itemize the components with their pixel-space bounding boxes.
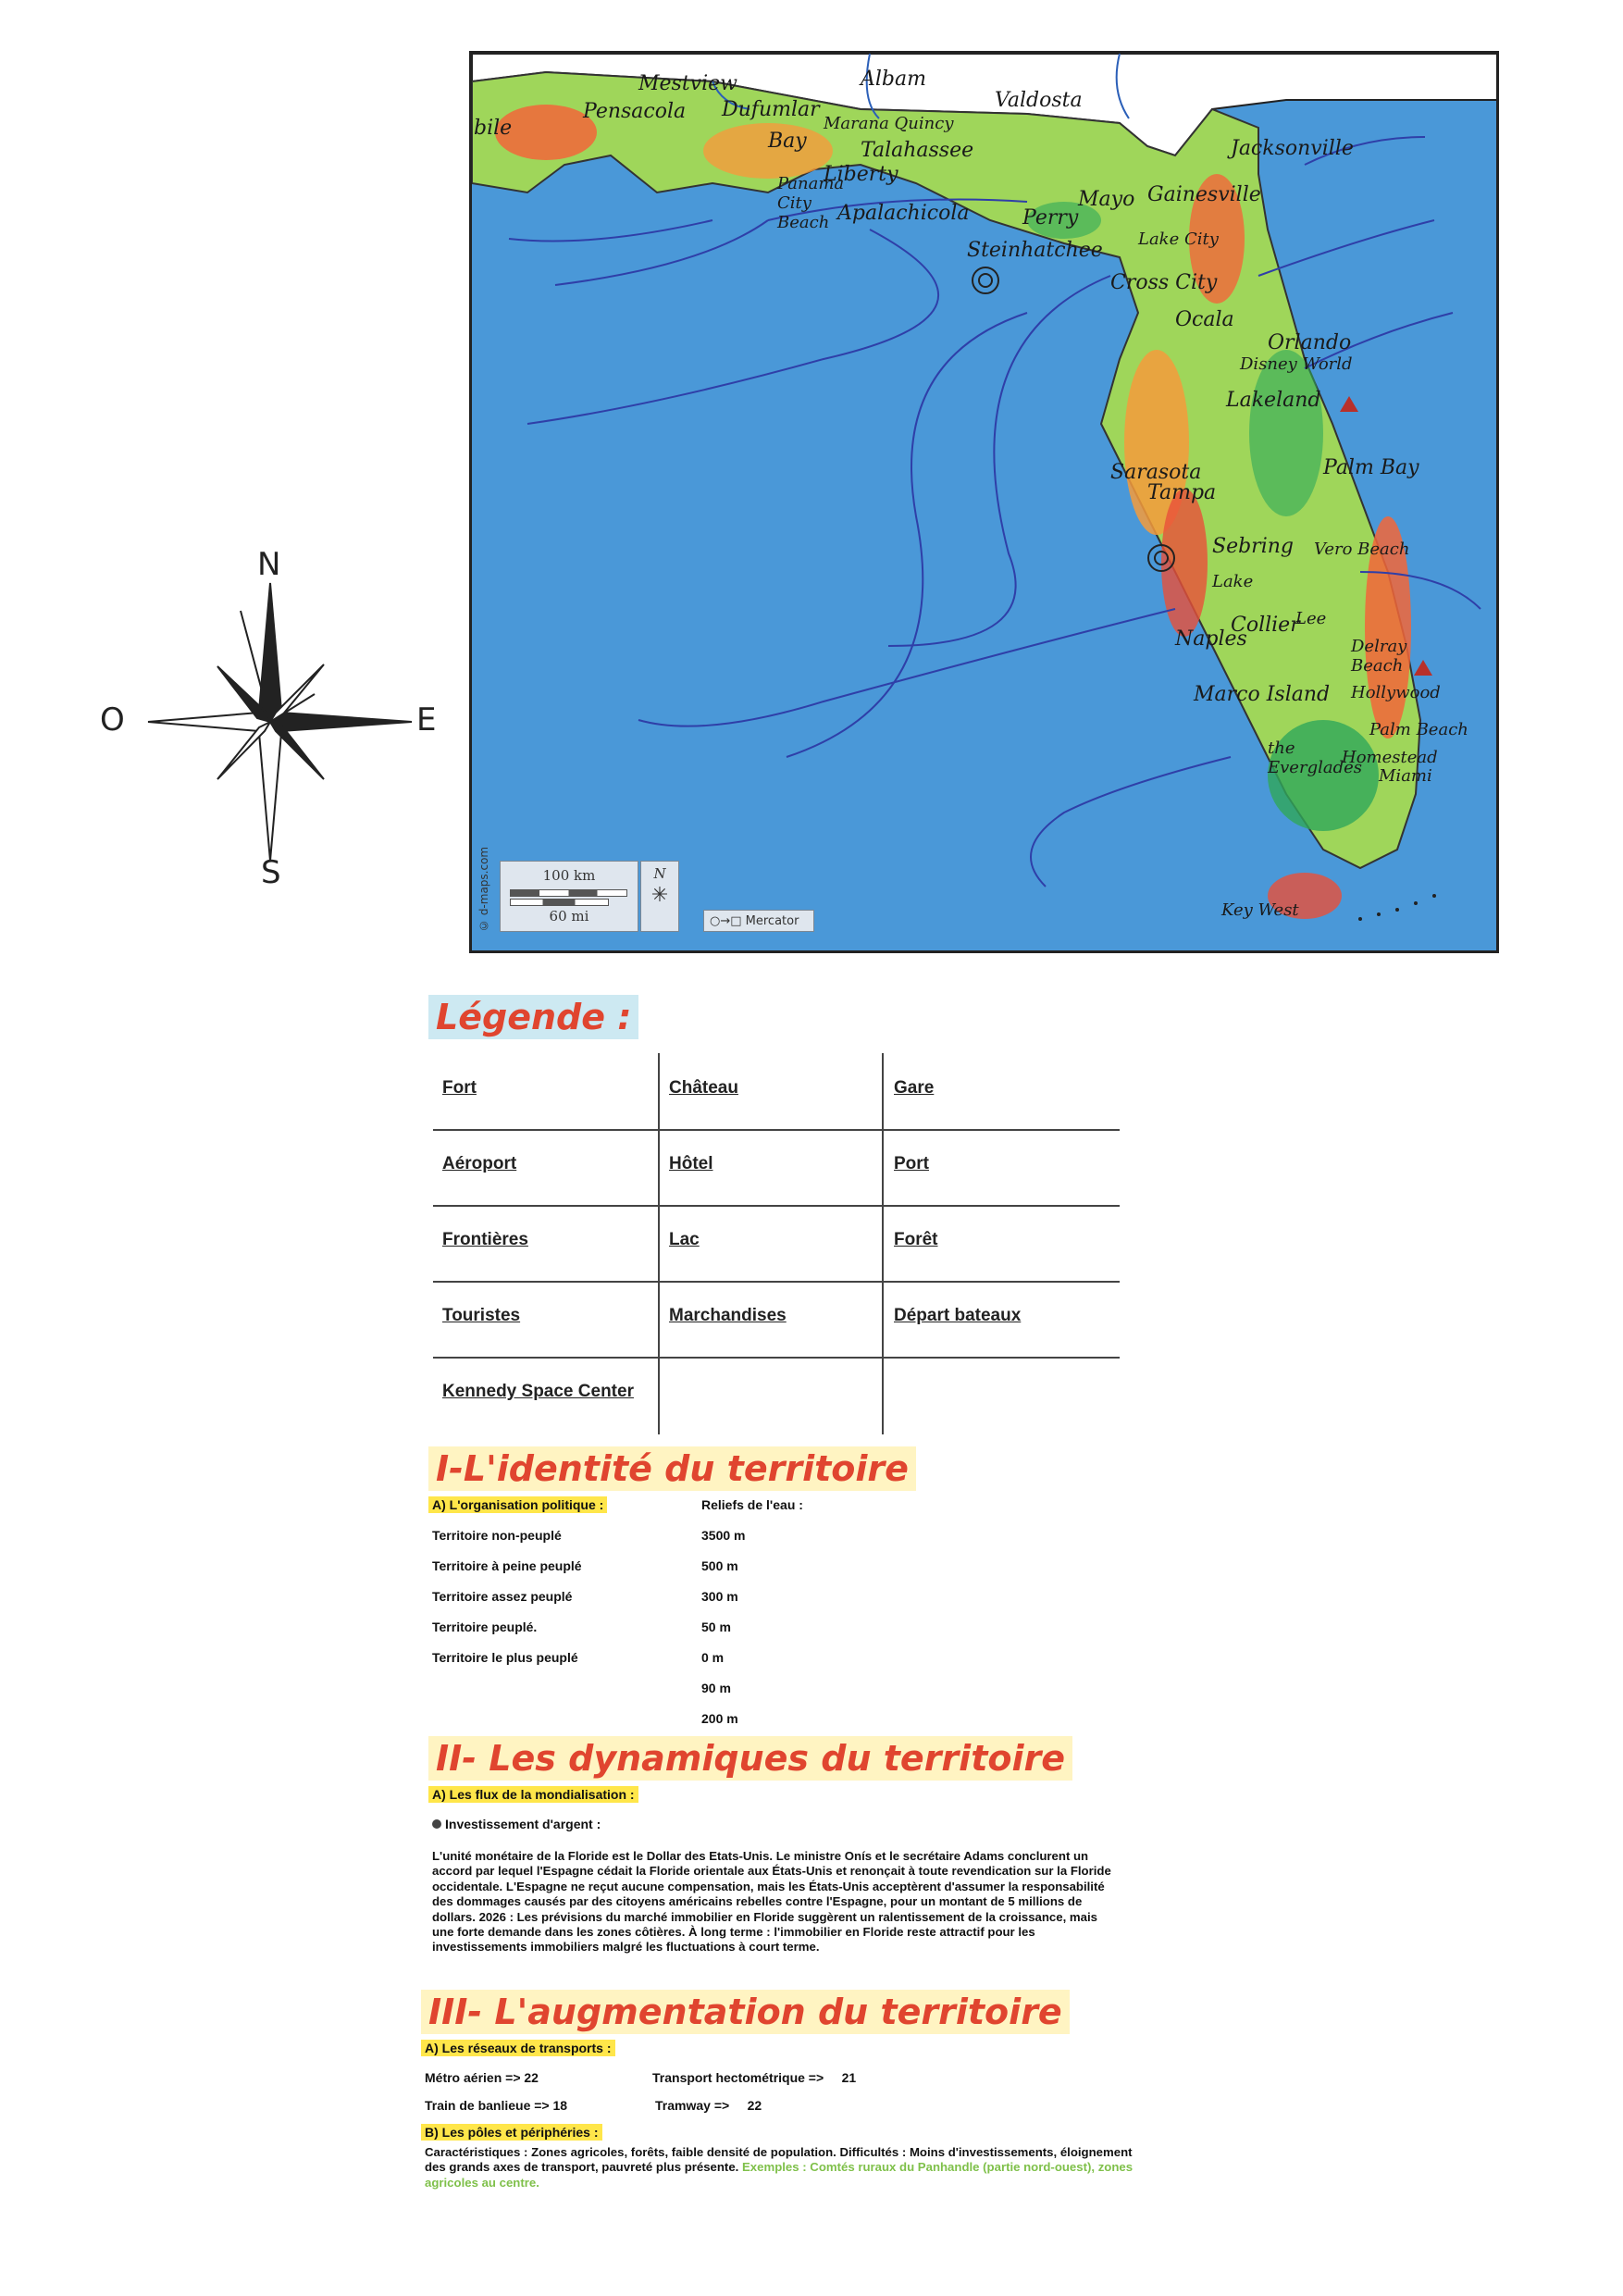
city-label: Dufumlar (722, 98, 820, 121)
city-label: Miami (1379, 766, 1432, 786)
relief-item: 50 m (701, 1620, 731, 1634)
city-label: Marana Quincy (824, 114, 954, 133)
poles-subtitle: B) Les pôles et périphéries : (421, 2124, 602, 2141)
scale-mi-label: 60 mi (549, 908, 589, 925)
legend-divider (433, 1205, 1120, 1207)
compass-east-label: E (416, 701, 437, 738)
population-item: Territoire peuplé. (432, 1620, 538, 1634)
city-label: Vero Beach (1314, 540, 1410, 559)
relief-item: 500 m (701, 1558, 738, 1573)
poles-text (425, 2145, 1146, 2191)
transport-metro (425, 2070, 539, 2085)
city-label: Lee (1295, 609, 1327, 628)
city-label: Perry (1022, 206, 1079, 230)
relief-item: 3500 m (701, 1528, 746, 1543)
relief-item: 0 m (701, 1650, 725, 1665)
scale-km-label: 100 km (542, 867, 596, 884)
legend-divider (882, 1053, 884, 1434)
legend-item-lac: Lac (669, 1230, 700, 1249)
investment-bullet (432, 1817, 601, 1831)
city-label: Mayo (1078, 188, 1135, 211)
city-label: Jacksonville (1231, 137, 1354, 160)
legend-divider (433, 1129, 1120, 1131)
transport-label: Métro aérien => (425, 2070, 521, 2085)
relief-item: 300 m (701, 1589, 738, 1604)
legend-title: Légende : (428, 995, 638, 1039)
legend-item-aeroport: Aéroport (442, 1154, 517, 1173)
city-label: Liberty (824, 163, 898, 186)
florida-territory (472, 54, 1499, 953)
compass-north-label: N (257, 546, 281, 583)
transport-value: 22 (747, 2098, 762, 2113)
city-label: Homestead (1342, 748, 1438, 767)
city-label: Lakeland (1226, 389, 1321, 412)
city-label: Gainesville (1147, 183, 1261, 206)
legend-item-port: Port (894, 1154, 929, 1173)
city-label: Key West (1221, 900, 1299, 920)
city-label: bile (474, 117, 513, 140)
city-label: Collier (1231, 614, 1300, 637)
map-credit: © d-maps.com (477, 846, 490, 932)
legend-divider (433, 1281, 1120, 1283)
investment-text: L'unité monétaire de la Floride est le Dollar des Etats-Unis. Le ministre Onís et le secrétaire Adams conclurent un accord par lequel l'Espagne cédait la Floride orientale aux États-Unis et renonçait à toute revendication sur la Floride occidentale. L'Espagne ne reçut aucune compensation, mais les États-Unis acceptèrent d'assumer la responsabilité des dommages causés par des citoyens américains rebelles contre l'Espagne, pour un montant de 5 millions de dollars. 2026 : Les prévisions du marché immobilier en Floride suggèrent un ralentissement de la croissance, mais une forte demande dans les zones côtières. À long terme : l'immobilier en Floride reste attractif pour les investissements immobiliers malgré les fluctuations à court terme. (432, 1849, 1111, 1955)
poles-characteristics: Caractéristiques : Zones agricoles, forêts, faible densité de population. Difficultés : Moins d'investissements, éloignement des grands axes de transport, pauvreté plus présente. (425, 2145, 1133, 2175)
section-1-title: I-L'identité du territoire (428, 1446, 916, 1491)
city-label: Mestview (638, 72, 737, 95)
florida-map (469, 51, 1499, 953)
projection-label (703, 910, 814, 932)
legend-item-depart-bateaux: Départ bateaux (894, 1306, 1022, 1325)
compass-star-icon (93, 546, 463, 898)
bullet-icon (432, 1819, 441, 1829)
city-label: Cross City (1110, 271, 1218, 294)
investment-bullet-label: Investissement d'argent : (445, 1817, 601, 1831)
section-2-title: II- Les dynamiques du territoire (428, 1736, 1072, 1781)
legend-item-fort: Fort (442, 1078, 477, 1098)
city-label: Delray Beach (1351, 637, 1407, 676)
city-label: Albam (861, 68, 926, 91)
city-label: Sebring (1212, 535, 1294, 558)
legend-item-gare: Gare (894, 1078, 935, 1098)
scale-mi-bar (510, 899, 609, 906)
city-label: Tampa (1147, 481, 1217, 504)
transport-label: Transport hectométrique => (652, 2070, 824, 2085)
transport-tramway (655, 2098, 762, 2113)
city-label: Panama City Beach (777, 174, 845, 232)
population-item: Territoire à peine peuplé (432, 1558, 582, 1573)
transports-subtitle: A) Les réseaux de transports : (421, 2040, 615, 2056)
legend-item-kennedy-space-center: Kennedy Space Center (442, 1382, 634, 1401)
transport-label: Train de banlieue => (425, 2098, 550, 2113)
legend-divider (433, 1357, 1120, 1359)
map-north-label: N (653, 865, 666, 882)
city-label: Hollywood (1351, 683, 1441, 702)
projection-icon: ○→□ (710, 914, 746, 928)
city-label: Apalachicola (837, 202, 970, 225)
legend-divider (658, 1053, 660, 1434)
section-3-title: III- L'augmentation du territoire (421, 1990, 1070, 2034)
city-label: the Everglades (1268, 738, 1362, 777)
legend-item-hotel: Hôtel (669, 1154, 713, 1173)
city-label: Naples (1175, 627, 1247, 651)
relief-item: 90 m (701, 1681, 731, 1695)
relief-title: Reliefs de l'eau : (701, 1497, 803, 1512)
population-item: Territoire non-peuplé (432, 1528, 562, 1543)
city-label: Sarasota (1110, 461, 1202, 484)
legend-table (433, 1053, 1120, 1434)
city-label: Pensacola (583, 100, 687, 123)
transport-value: 22 (524, 2070, 539, 2085)
city-label: Lake City (1138, 230, 1219, 249)
transport-train (425, 2098, 567, 2113)
relief-item: 200 m (701, 1711, 738, 1726)
transport-label: Tramway => (655, 2098, 730, 2113)
city-label: Steinhatchee (967, 239, 1103, 262)
section-2-subtitle: A) Les flux de la mondialisation : (428, 1786, 638, 1803)
map-north-arrow (640, 861, 679, 932)
section-1-subtitle: A) L'organisation politique : (428, 1496, 607, 1513)
legend-item-chateau: Château (669, 1078, 738, 1098)
city-label: Palm Beach (1369, 720, 1468, 739)
poles-examples: Exemples : Comtés ruraux du Panhandle (partie nord-ouest), zones agricoles au centre. (425, 2160, 1134, 2190)
city-label: Bay (768, 130, 807, 153)
legend-item-frontieres: Frontières (442, 1230, 528, 1249)
city-label: Disney World (1240, 354, 1353, 374)
city-label: Marco Island (1194, 683, 1331, 706)
city-label: Talahassee (861, 139, 974, 162)
transport-hectometrique (652, 2070, 856, 2085)
city-label: Lake (1212, 572, 1254, 591)
population-item: Territoire assez peuplé (432, 1589, 573, 1604)
compass-south-label: S (261, 854, 281, 891)
scale-km-bar (510, 889, 627, 897)
transport-value: 21 (841, 2070, 857, 2085)
city-label: Ocala (1175, 308, 1234, 331)
city-label: Orlando (1268, 331, 1352, 354)
projection-name: Mercator (745, 914, 799, 928)
transport-value: 18 (552, 2098, 568, 2113)
city-label: Valdosta (995, 89, 1083, 112)
compass-rose (93, 546, 463, 898)
population-item: Territoire le plus peuplé (432, 1650, 578, 1665)
scale-bar (500, 861, 638, 932)
city-label: Palm Bay (1323, 456, 1419, 479)
legend-item-foret: Forêt (894, 1230, 938, 1249)
compass-west-label: O (100, 701, 125, 738)
legend-item-marchandises: Marchandises (669, 1306, 787, 1325)
north-arrow-icon: ✳ (650, 884, 669, 907)
legend-item-touristes: Touristes (442, 1306, 521, 1325)
